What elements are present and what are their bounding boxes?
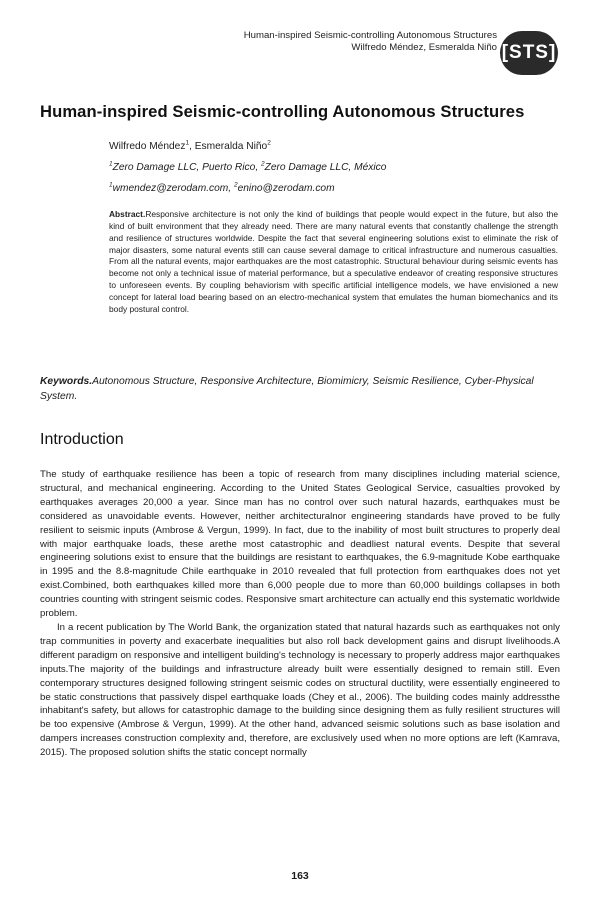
- author-2: Esmeralda Niño: [194, 141, 268, 152]
- authors-block: [109, 140, 569, 195]
- abstract-label: Abstract.: [109, 209, 146, 219]
- email-1[interactable]: wmendez@zerodam.com,: [112, 183, 232, 194]
- sts-logo: [STS]: [500, 31, 558, 75]
- abstract: [109, 209, 558, 316]
- keywords: [40, 375, 560, 404]
- introduction-paragraph-1: The study of earthquake resilience has been a topic of research from many disciplines including material science, structural, and mechanical engineering. According to the United States Geological Service, casualties provoked by earthquakes averages 20,000 a year. Since man has no control over such natural hazards, earthquakes must be considered as unavoidable events. However, neither architecturalnor engineering standards have proved to be fully resilient to seismic inputs (Ambrose & Vergun, 1999). In fact, due to the inability of most built structures to properly deal with major earthquake loads, these arethe most catastrophic and deadliest natural events. Despite that several engineering solutions exist to ensure that the buildings are resistant to earthquakes, the 6.9-magnitude Kobe earthquake in 1995 and the 8.8-magnitude Chile earthquake in 2010 revealed that full protection from earthquakes does not yet exist.Combined, both earthquakes killed more than 6,000 people due to more than 60,000 buildings collapses in both countries counting with stringent seismic codes. Responsive smart architecture can actually end this systematic worldwide problem.: [40, 469, 560, 620]
- running-authors: Wilfredo Méndez, Esmeralda Niño: [351, 42, 497, 53]
- introduction-heading: Introduction: [40, 431, 124, 448]
- introduction-paragraph-2: In a recent publication by The World Bank, the organization stated that natural hazards such as earthquakes not only trap communities in poverty and exacerbate inequalities but also roll back development gains and disrupt livelihoods.A different paradigm on responsive and intelligent building's technology is necessary to properly address major earthquakes inputs.The majority of the buildings and infrastructure already built were essentially designed to remain still. Even contemporary structures designed following stringent seismic codes on structural ductility, were essentially engineered to be static constructions that passively dispel earthquake loads (Chey et al., 2006). The building codes mainly addressthe inhabitant's safety, but allows for catastrophic damage to the building since designing them as fully resilient structures will be too expensive (Ambrose & Vergun, 1999). At the other hand, advanced seismic solutions such as base isolation and dampers increases construction complexity and, therefore, are exclusively used when no more options are left (Kamrava, 2015). The proposed solution shifts the static concept normally: [40, 621, 560, 759]
- page-number: 163: [291, 870, 309, 882]
- introduction-body: [40, 468, 560, 760]
- keywords-label: Keywords.: [40, 376, 93, 387]
- running-header: [77, 30, 497, 54]
- email-2[interactable]: enino@zerodam.com: [237, 183, 335, 194]
- affiliation-2: Zero Damage LLC, México: [264, 162, 387, 173]
- abstract-text: Responsive architecture is not only the kind of buildings that people would expect in the future, but also the kind of built environment that they already need. There are many natural events that constantly challenge the strength and resilience of structures worldwide. Despite the fact that several engineering solutions exist to eliminate the risk of major disasters, some natural events still can cause several damage to critical infrastructure and numerous casualties. From all the natural events, major earthquakes are the most catastrophic. Structural behaviour during seismic events has become not only a technical issue of material performance, but a speculative endeavor of creating responsive structures to unforeseen events. By coupling behaviorism with specific artificial intelligence models, we have envisioned a new concept for lateral load bearing based on an electro-mechanical system that emulates the human biomechanics and its body postural control.: [109, 209, 558, 314]
- emails: $^1$wmendez@zerodam.com, $^2$enino@zerodam.com: [109, 181, 335, 194]
- keywords-text: Autonomous Structure, Responsive Architecture, Biomimicry, Seismic Resilience, Cyber-Physical System.: [40, 376, 534, 402]
- paper-title: Human-inspired Seismic-controlling Autonomous Structures: [40, 102, 525, 121]
- author-names: Wilfredo Méndez$^1$, Esmeralda Niño$^2$: [109, 139, 271, 152]
- affiliation-1: Zero Damage LLC, Puerto Rico,: [112, 162, 259, 173]
- running-title: Human-inspired Seismic-controlling Autonomous Structures: [243, 30, 497, 41]
- author-1: Wilfredo Méndez: [109, 141, 186, 152]
- affiliations: $^1$Zero Damage LLC, Puerto Rico, $^2$Zero Damage LLC, México: [109, 160, 387, 173]
